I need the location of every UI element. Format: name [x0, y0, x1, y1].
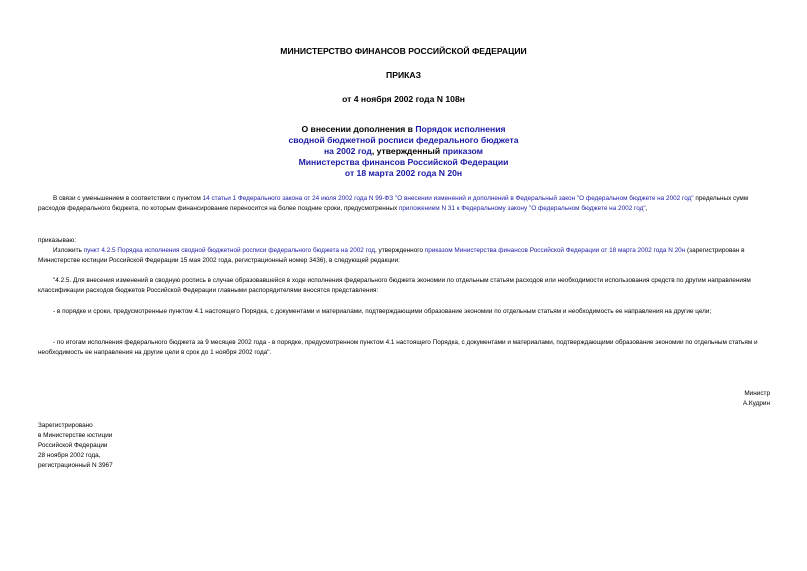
registration-line: Зарегистрировано — [38, 422, 93, 429]
document-type: ПРИКАЗ — [386, 70, 421, 80]
title-text: О внесении дополнения в — [301, 124, 416, 134]
title-link-order[interactable]: приказом — [442, 146, 484, 156]
registration-line: Российской Федерации — [38, 442, 108, 449]
title-text: , утвержденный — [371, 146, 443, 156]
amendment-text: Изложить — [53, 247, 84, 254]
registration-line: регистрационный N 3967 — [38, 462, 113, 469]
title-link-budget-list[interactable]: сводной бюджетной росписи федерального бюджета — [288, 135, 519, 145]
title-link-procedure[interactable]: Порядок исполнения — [415, 124, 506, 134]
order-title — [0, 124, 807, 179]
quoted-item-2: - по итогам исполнения федерального бюджета за 9 месяцев 2002 года - в порядке, предусмотренном пунктом 4.1 настоящего Порядка, с документами и материалами, подтверждающими образование экономии по отдельным статьям и необходимость ее направления на другие цели в срок до 1 ноября 2002 года". — [38, 339, 758, 356]
title-link-year[interactable]: на 2002 год — [323, 146, 372, 156]
preamble-text: , — [645, 205, 648, 212]
preamble-text: предельных сумм расходов федерального бюджета, по которым финансирование переносится на более поздние сроки, предусмотренных — [38, 195, 749, 212]
amendment-text: (зарегистрирован в Министерстве юстиции Российской Федерации 15 мая 2002 года, регистрационный номер 3436), в следующей редакции: — [38, 247, 745, 264]
title-link-ministry[interactable]: Министерства финансов Российской Федерации — [298, 157, 509, 167]
signature — [570, 389, 770, 409]
signatory-position: Министр — [744, 390, 770, 397]
signatory-name: А.Кудрин — [742, 400, 770, 407]
quoted-clause: "4.2.5. Для внесения изменений в сводную роспись в случае образовавшейся в ходе исполнения федерального бюджета экономии по отдельным статьям расходов или необходимости использования средств по другим направлениям классификации расходов бюджетов Российской Федерации главными распорядителями вносятся представления: — [38, 277, 751, 294]
order-date-number: от 4 ноября 2002 года N 108н — [342, 94, 465, 104]
federal-law-link[interactable]: 14 статьи 1 Федерального закона от 24 июля 2002 года N 99-ФЗ "О внесении изменений и дополнений в Федеральный закон "О федеральном бюджете на 2002 год" — [202, 195, 694, 202]
preamble-text: В связи с уменьшением в соответствии с пунктом — [53, 195, 203, 202]
amendment-text: , утвержденного — [374, 247, 425, 254]
ministry-heading: МИНИСТЕРСТВО ФИНАНСОВ РОССИЙСКОЙ ФЕДЕРАЦИИ — [280, 46, 527, 56]
registration-line: 28 ноября 2002 года, — [38, 452, 101, 459]
clause-link[interactable]: пункт 4.2.5 Порядка исполнения сводной бюджетной росписи федерального бюджета на 2002 год — [83, 247, 375, 254]
order-link[interactable]: приказом Министерства финансов Российской Федерации от 18 марта 2002 года N 20н — [424, 247, 686, 254]
preamble-paragraph — [38, 194, 770, 214]
quoted-item-1: - в порядке и сроки, предусмотренные пунктом 4.1 настоящего Порядка, с документами и материалами, подтверждающими образование экономии по отдельным статьям и необходимость ее направления на другие цели; — [53, 308, 712, 315]
orders-label: приказываю: — [38, 237, 76, 244]
registration-block — [38, 421, 338, 471]
title-link-order-date[interactable]: от 18 марта 2002 года N 20н — [344, 168, 463, 178]
registration-line: в Министерстве юстиции — [38, 432, 113, 439]
appendix-link[interactable]: приложением N 31 к Федеральному закону "О федеральном бюджете на 2002 год" — [398, 205, 646, 212]
amendment-paragraph — [38, 246, 770, 266]
